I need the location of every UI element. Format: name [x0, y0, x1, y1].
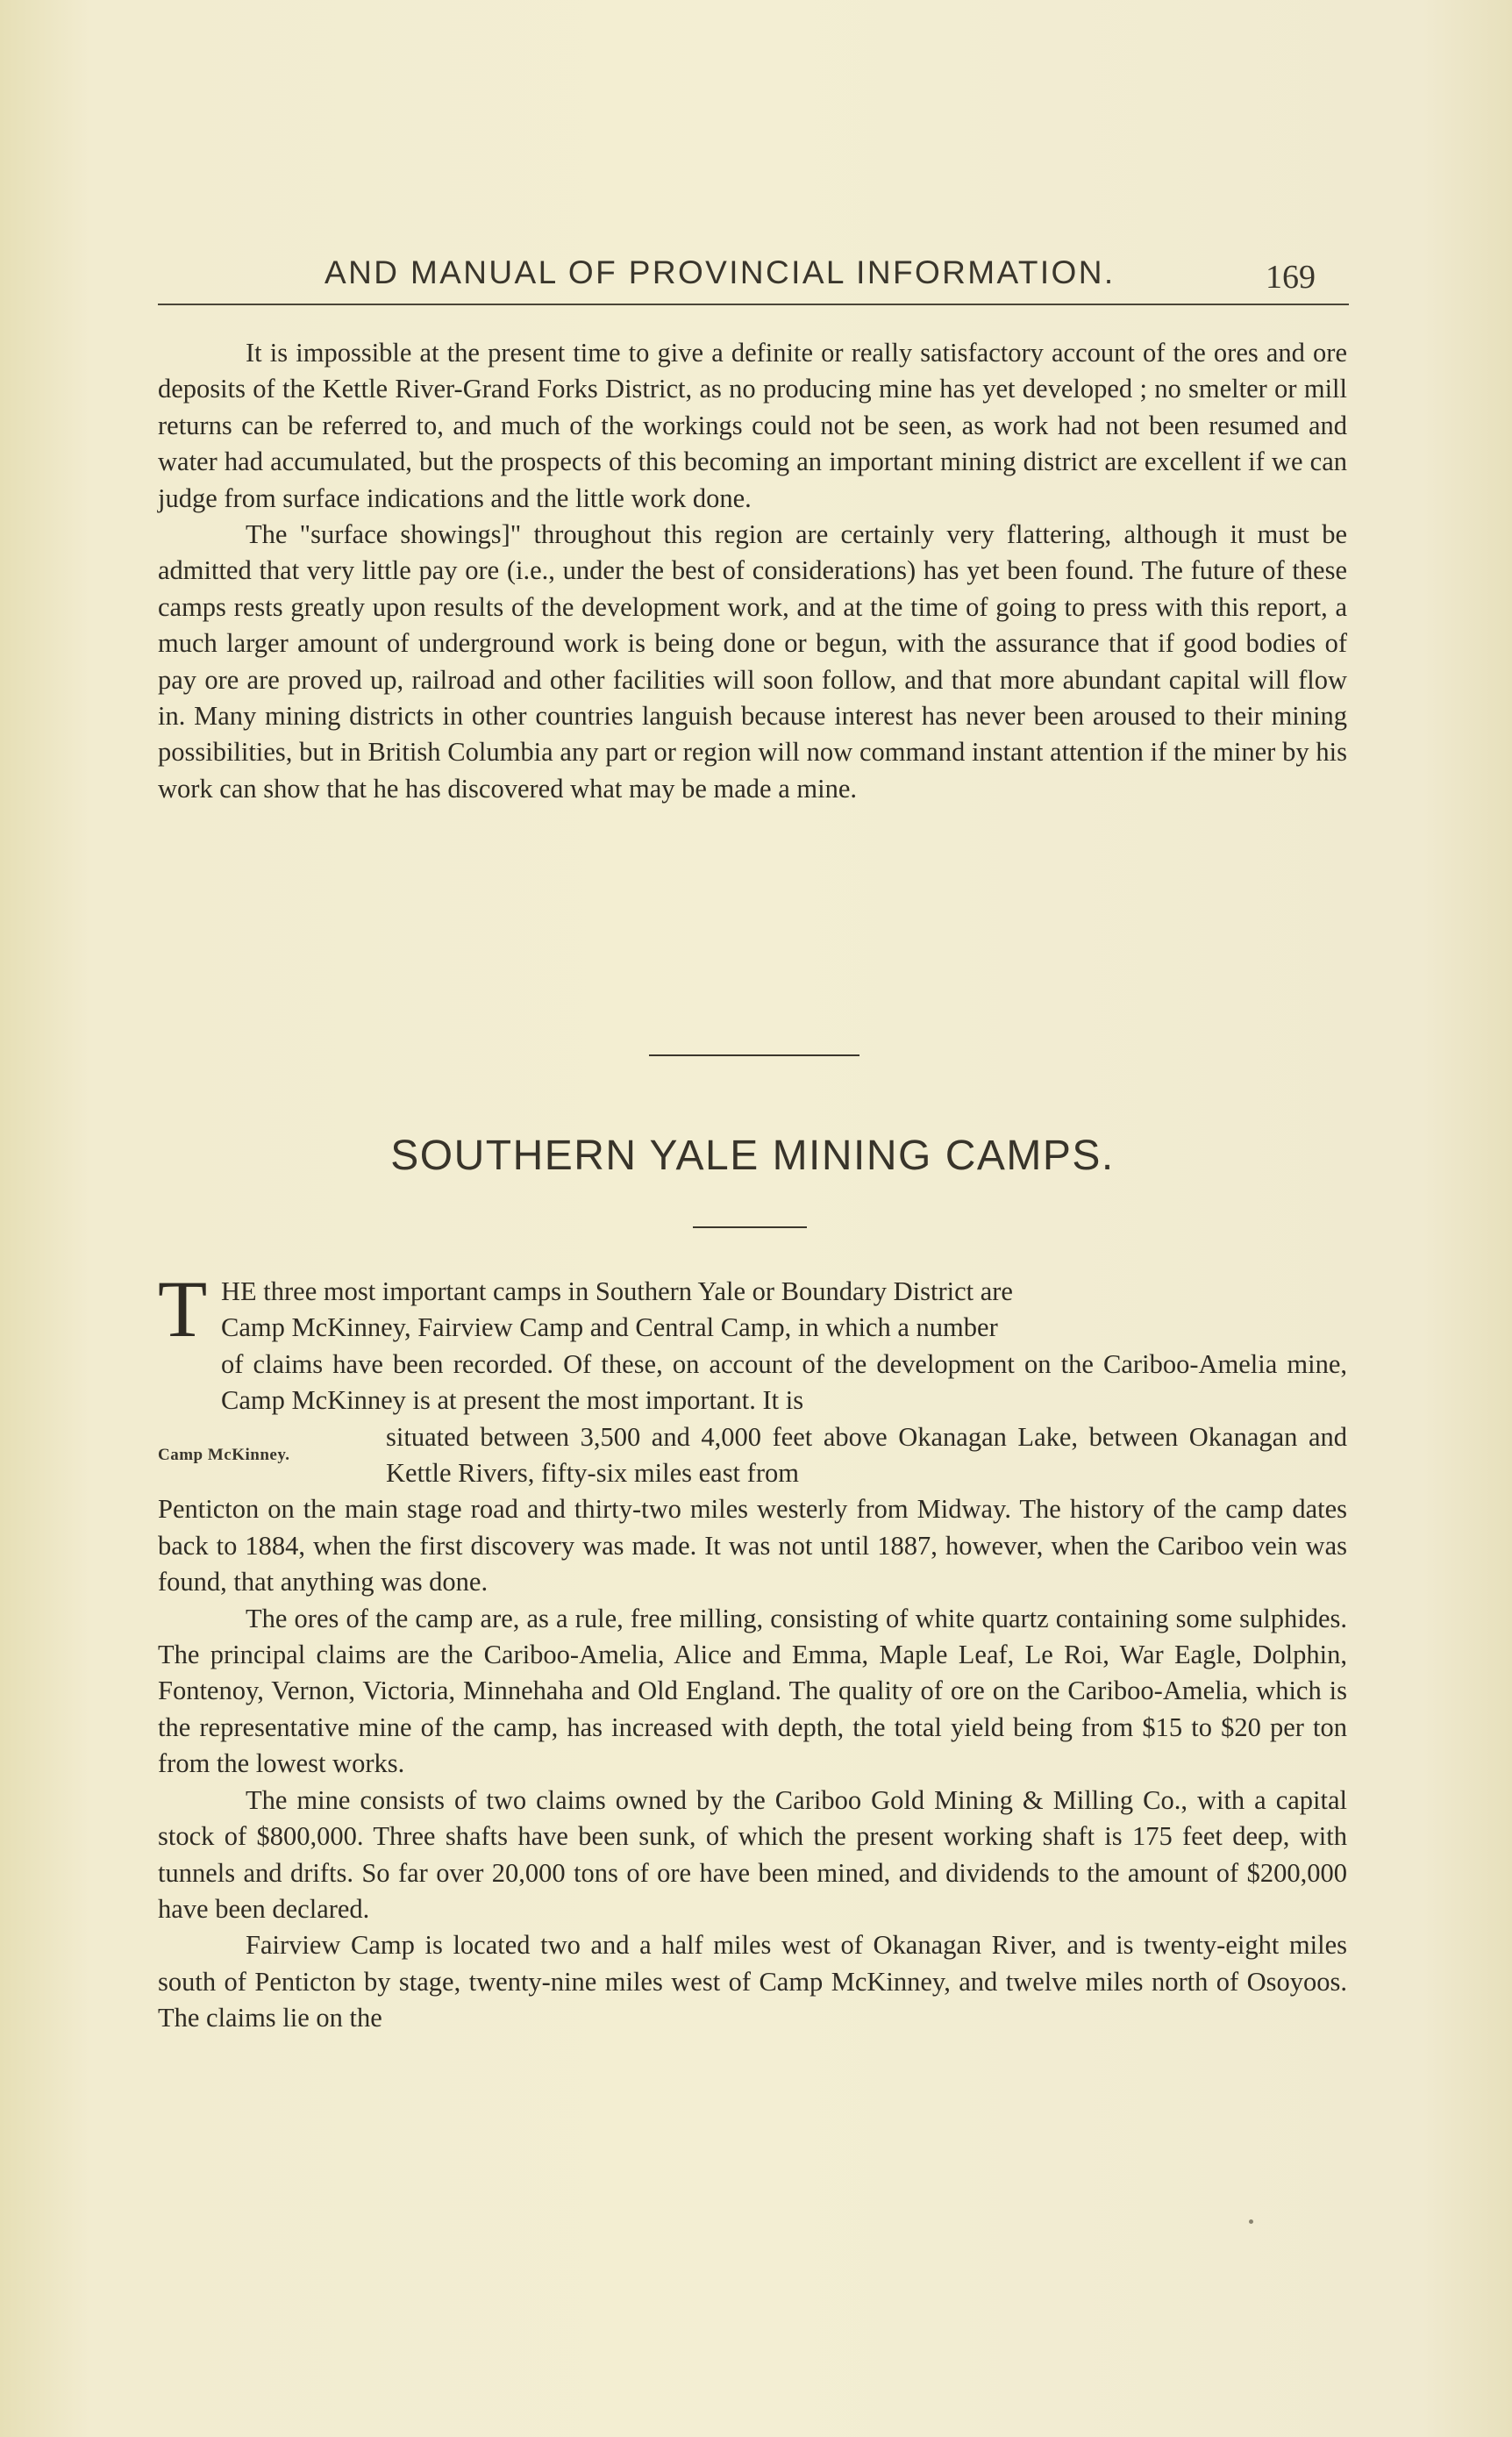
second-line: Camp McKinney, Fairview Camp and Central Camp, in which a number: [221, 1312, 998, 1343]
header-rule: [158, 304, 1349, 305]
running-title: AND MANUAL OF PROVINCIAL INFORMATION.: [325, 254, 1116, 290]
section-title: SOUTHERN YALE MINING CAMPS.: [390, 1133, 1115, 1179]
section-paragraph-2: The ores of the camp are, as a rule, free milling, consisting of white quartz containing some sulphides. The principal claims are the Cariboo-Amelia, Alice and Emma, Maple Leaf, Le Roi, War Eagle, Dolphin, Fontenoy, Vernon, Victoria, Minnehaha and Old England. The quality of ore on the Cariboo-Amelia, which is the representative mine of the camp, has increased with depth, the total yield being from $15 to $20 per ton from the lowest works.: [158, 1603, 1347, 1779]
first-para-beside-note: situated between 3,500 and 4,000 feet above Okanagan Lake, between Okanagan and Kettle Rivers, fifty-six miles east from: [386, 1421, 1347, 1489]
section-text: [158, 1264, 1347, 2037]
intro-paragraph-2: The "surface showings]" throughout this region are certainly very flattering, although it must be admitted that very little pay ore (i.e., under the best of considerations) has yet been found. The future of these camps rests greatly upon results of the development work, and at the time of going to press with this report, a much larger amount of underground work is being done or begun, with the assurance that if good bodies of pay ore are proved up, railroad and other facilities will soon follow, and that more abundant capital will flow in. Many mining districts in other countries languish because interest has never been aroused to their mining possibilities, but in British Columbia any part or region will now command instant attention if the miner by his work can show that he has discovered what may be made a mine.: [158, 519, 1347, 804]
paper-speck: [1249, 2219, 1253, 2224]
section-paragraph-4: Fairview Camp is located two and a half miles west of Okanagan River, and is twenty-eight miles south of Penticton by stage, twenty-nine miles west of Camp McKinney, and twelve miles north of Osoyoos. The claims lie on the: [158, 1930, 1347, 2033]
intro-text: [158, 335, 1347, 807]
section-paragraph-3: The mine consists of two claims owned by the Cariboo Gold Mining & Milling Co., with a capital stock of $800,000. Three shafts have been sunk, of which the present working shaft is 175 feet deep, with tunnels and drifts. So far over 20,000 tons of ore have been mined, and dividends to the amount of $200,000 have been declared.: [158, 1784, 1347, 1924]
section-divider-bottom: [693, 1226, 807, 1228]
section-paragraph-1: [158, 1264, 1347, 1601]
margin-note-camp-mckinney: Camp McKinney.: [158, 1445, 290, 1464]
first-para-continuation: of claims have been recorded. Of these, on account of the development on the Cariboo-Amelia mine, Camp McKinney is at present the most important. It is: [221, 1348, 1347, 1416]
section-divider-top: [649, 1054, 859, 1056]
page-number: 169: [1266, 259, 1316, 296]
drop-cap: T: [158, 1264, 208, 1354]
first-line: HE three most important camps in Southern Yale or Boundary District are: [221, 1276, 1013, 1306]
first-para-end: Penticton on the main stage road and thirty-two miles westerly from Midway. The history of the camp dates back to 1884, when the first discovery was made. It was not until 1887, however, when the Cariboo vein was found, that anything was done.: [158, 1494, 1347, 1597]
intro-paragraph-1: It is impossible at the present time to give a definite or really satisfactory account of the ores and ore deposits of the Kettle River-Grand Forks District, as no producing mine has yet developed ; no smelter or mill returns can be referred to, and much of the workings could not be seen, as work had not been resumed and water had accumulated, but the prospects of this becoming an important mining district are excellent if we can judge from surface indications and the little work done.: [158, 338, 1347, 513]
running-head: [158, 249, 1351, 302]
